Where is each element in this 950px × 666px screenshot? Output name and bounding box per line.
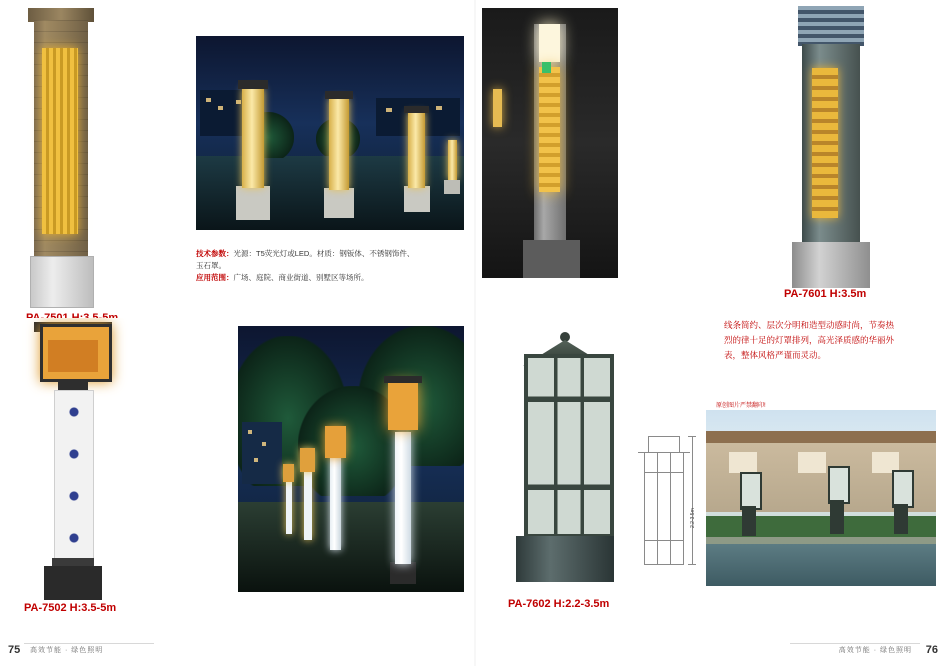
original-photo-label: 原创图片严禁翻印!: [716, 403, 766, 409]
product-image-pa-7501: [16, 8, 108, 308]
footer-text-left: 高效节能 · 绿色照明: [30, 647, 104, 654]
page-spine: [474, 0, 476, 666]
dark-wall-column-photo: [482, 8, 618, 278]
spec-use-value: 广场、庭院、商业街道、别墅区等场所。: [233, 273, 369, 282]
caption-pa-7502: PA-7502 H:3.5-5m: [24, 602, 117, 614]
drawing-dimension-label: 2.2-3.5m: [690, 508, 696, 528]
lantern-dimension-drawing: [632, 428, 698, 568]
footer-text-right: 高效节能 · 绿色照明: [838, 647, 912, 654]
description-note: 线条简约、层次分明和造型动感时尚，节奏热烈的律十足的灯罩排列，高光泽质感的华丽外表，整体风格严谨而灵动。: [724, 320, 895, 360]
villa-waterside-lamps-photo: [706, 410, 936, 586]
spec-tech-value: 光源：T5荧光灯或LED。材质：钢钣体、不锈钢饰件、玉石罩。: [196, 249, 415, 270]
night-street-columns-photo: [238, 326, 464, 592]
caption-pa-7602: PA-7602 H:2.2-3.5m: [508, 598, 610, 610]
spec-block: [196, 248, 416, 284]
page-number-left: 75: [8, 644, 21, 656]
night-plaza-columns-photo: [196, 36, 464, 230]
product-image-pa-7601: [778, 6, 884, 288]
spec-use-label: 应用范围：: [196, 273, 234, 282]
product-image-pa-7502: [18, 318, 128, 600]
caption-pa-7601: PA-7601 H:3.5m: [784, 288, 867, 300]
spec-tech-label: 技术参数：: [196, 249, 234, 258]
page-number-right: 76: [925, 644, 938, 656]
product-image-pa-7602: [498, 310, 634, 582]
